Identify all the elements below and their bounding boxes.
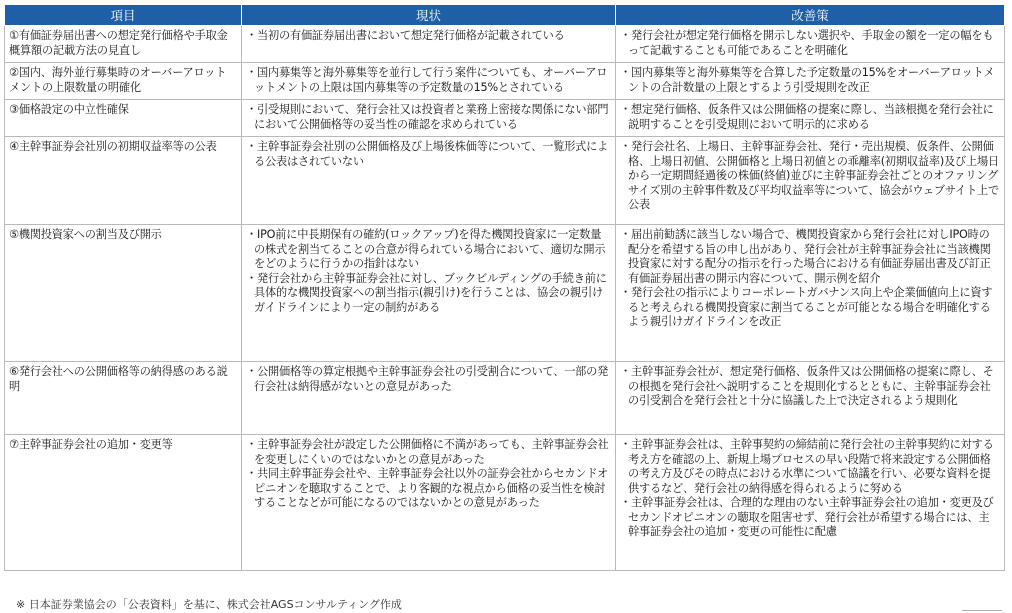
header-current: 現状 [242, 5, 616, 26]
improvement-text: ・発行会社が想定発行価格を開示しない選択や、手取金の額を一定の幅をもって記載することも可能であることを明確化 [620, 29, 994, 57]
improvement-text: ・届出前勧誘に該当しない場合で、機関投資家から発行会社に対しIPO時の配分を希望する旨の申し出があり、発行会社が主幹事証券会社に当該機関投資家に対する配分の指示を行った場合における有価証券届出書及び訂正有価証券届出書の開示内容について、開示例を紹介 [620, 228, 991, 285]
current-text: ・引受規則において、発行会社又は投資者と業務上密接な関係にない部門において公開価格等の妥当性の確認を求められている [246, 103, 609, 131]
current-text: ・発行会社から主幹事証券会社に対し、ブックビルディングの手続き前に具体的な機関投資家への割当指示(親引け)を行うことは、協会の親引けガイドラインにより一定の制約がある [246, 271, 607, 314]
current-text: ・公開価格等の算定根拠や主幹事証券会社の引受割合について、一部の発行会社は納得感がないとの意見があった [246, 365, 609, 393]
table-row [5, 100, 1005, 137]
item-cell: ①有価証券届出書への想定発行価格や手取金概算額の記載方法の見直し [5, 26, 242, 63]
improvement-text: ・想定発行価格、仮条件又は公開価格の提案に際し、当該根拠を発行会社に説明することを引受規則において明示的に求める [620, 103, 994, 131]
source-footnote: ※ 日本証券業協会の「公表資料」を基に、株式会社AGSコンサルティング作成 [16, 598, 402, 611]
current-cell [242, 100, 616, 137]
improvement-text: ・発行会社の指示によりコーポレートガバナンス向上や企業価値向上に資すると考えられる機関投資家に割当てることが可能となる場合を明確化するよう親引けガイドラインを改正 [620, 286, 993, 328]
current-text: ・主幹事証券会社別の公開価格及び上場後株価等について、一覧形式による公表はされていない [246, 140, 609, 168]
table-row [5, 137, 1005, 225]
table-row [5, 225, 1005, 362]
header-improvement: 改善策 [616, 5, 1005, 26]
item-cell: ③価格設定の中立性確保 [5, 100, 242, 137]
improvement-cell [616, 137, 1005, 225]
improvement-text: ・主幹事証券会社は、主幹事契約の締結前に発行会社の主幹事契約に対する考え方を確認の上、新規上場プロセスの早い段階で将来設定する公開価格の考え方及びその時点における水準について協議を行い、必要な資料を提供するなど、発行会社の納得感を得られるように努める [620, 438, 994, 495]
current-text: ・国内募集等と海外募集等を並行して行う案件についても、オーバーアロットメントの上限は国内募集等の予定数量の15%とされている [246, 66, 608, 94]
table-row [5, 362, 1005, 435]
current-text: ・共同主幹事証券会社や、主幹事証券会社以外の証券会社からセカンドオピニオンを聴取することで、より客観的な視点から価格の妥当性を検討することなどが可能になるのではないかとの意見があった [246, 467, 609, 509]
improvement-cell [616, 362, 1005, 435]
current-text: ・当初の有価証券届出書において想定発行価格が記載されている [246, 29, 565, 42]
current-cell [242, 362, 616, 435]
item-cell: ⑤機関投資家への割当及び開示 [5, 225, 242, 362]
item-cell: ②国内、海外並行募集時のオーバーアロットメントの上限数量の明確化 [5, 63, 242, 100]
current-cell [242, 225, 616, 362]
current-cell [242, 137, 616, 225]
current-text: ・主幹事証券会社が設定した公開価格に不満があっても、主幹事証券会社を変更しにくいのではないかとの意見があった [246, 438, 609, 466]
table-row [5, 26, 1005, 63]
item-cell: ⑦主幹事証券会社の追加・変更等 [5, 435, 242, 571]
comparison-table-container [4, 4, 1004, 571]
table-row [5, 63, 1005, 100]
item-cell: ⑥発行会社への公開価格等の納得感のある説明 [5, 362, 242, 435]
improvement-cell [616, 225, 1005, 362]
improvement-cell [616, 435, 1005, 571]
current-text: ・IPO前に中長期保有の確約(ロックアップ)を得た機関投資家に一定数量の株式を割当てることの合意が得られている場合において、適切な開示をどのように行うかの指針はない [246, 228, 606, 270]
improvement-text: ・主幹事証券会社が、想定発行価格、仮条件又は公開価格の提案に際し、その根拠を発行会社へ説明することを規則化するとともに、主幹事証券会社の引受割合を発行会社と十分に協議した上で決定されるよう規則化 [620, 365, 994, 407]
improvement-cell [616, 63, 1005, 100]
improvement-text: ・国内募集等と海外募集等を合算した予定数量の15%をオーバーアロットメントの合計数量の上限とするよう引受規則を改正 [620, 66, 995, 94]
item-cell: ④主幹事証券会社別の初期収益率等の公表 [5, 137, 242, 225]
divider [962, 610, 1002, 611]
header-item: 項目 [5, 5, 242, 26]
current-cell [242, 26, 616, 63]
table-row [5, 435, 1005, 571]
table-header-row [5, 5, 1005, 26]
comparison-table [4, 4, 1005, 571]
improvement-text: ・発行会社名、上場日、主幹事証券会社、発行・売出規模、仮条件、公開価格、上場日初値、公開価格と上場日初値との乖離率(初期収益率)及び上場日から一定期間経過後の株価(終値)並びに主幹事証券会社ごとのオファリングサイズ別の主幹事件数及び平均収益率等について、協会がウェブサイト上で公表 [620, 140, 1000, 211]
current-cell [242, 63, 616, 100]
improvement-cell [616, 100, 1005, 137]
improvement-text: ・主幹事証券会社は、合理的な理由のない主幹事証券会社の追加・変更及びセカンドオピニオンの聴取を阻害せず、発行会社が希望する場合には、主幹事証券会社の追加・変更の可能性に配慮 [620, 496, 994, 538]
improvement-cell [616, 26, 1005, 63]
current-cell [242, 435, 616, 571]
